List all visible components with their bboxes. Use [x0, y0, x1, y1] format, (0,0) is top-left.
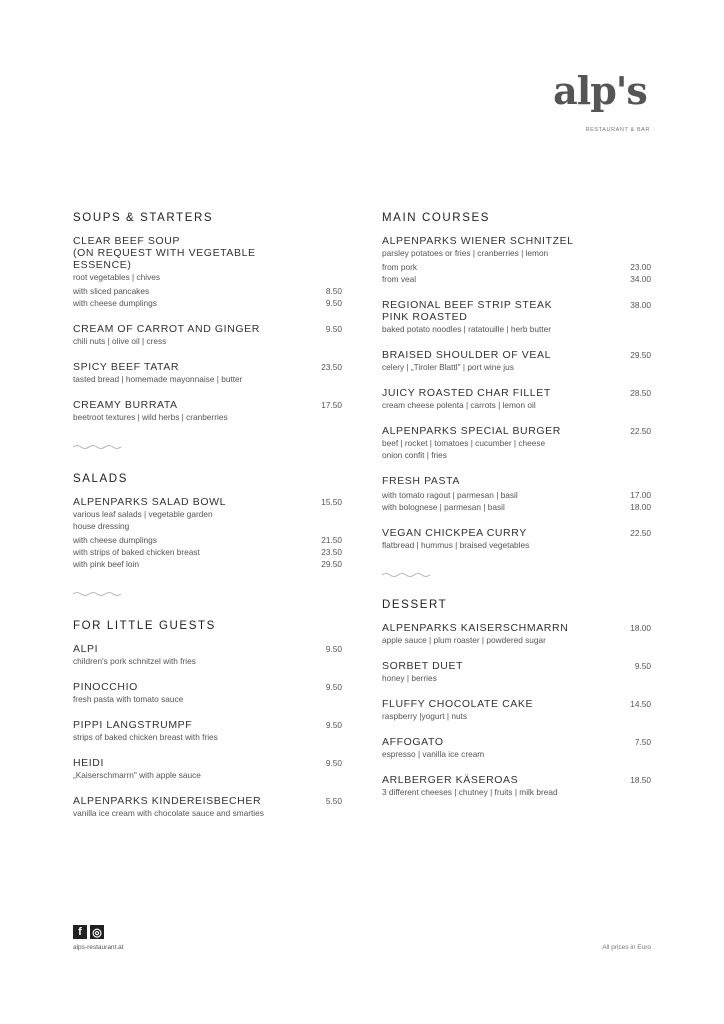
item-description: cream cheese polenta | carrots | lemon oil	[382, 400, 536, 410]
section-title-kids: FOR LITTLE GUESTS	[73, 620, 216, 632]
right-column	[382, 210, 651, 798]
item-description: baked potato noodles | ratatouille | herb butter	[382, 324, 551, 334]
variant-price: 23.00	[630, 262, 651, 272]
menu-item	[73, 681, 342, 705]
item-description: root vegetables | chives	[73, 272, 161, 282]
item-description: beef | rocket | tomatoes | cucumber | cheese	[382, 438, 546, 448]
section-title-mains: MAIN COURSES	[382, 212, 491, 224]
item-name-line2: PINK ROASTED	[382, 311, 468, 323]
item-name: BRAISED SHOULDER OF VEAL	[382, 349, 552, 361]
item-name: PINOCCHIO	[73, 681, 138, 693]
item-price: 9.50	[634, 661, 651, 671]
menu-item	[382, 622, 651, 646]
menu-item	[382, 698, 651, 722]
menu-item	[382, 349, 651, 373]
item-name: JUICY ROASTED CHAR FILLET	[382, 387, 551, 399]
left-column	[73, 210, 342, 819]
menu-item	[382, 527, 651, 551]
item-description: honey | berries	[382, 673, 437, 683]
variant-price: 9.50	[325, 298, 342, 308]
item-name: ALPENPARKS SPECIAL BURGER	[382, 425, 561, 437]
social-icons	[73, 925, 104, 939]
item-name: ALPENPARKS WIENER SCHNITZEL	[382, 235, 574, 247]
logo-wordmark: alp's	[553, 68, 647, 113]
variant-price: 17.00	[630, 490, 651, 500]
item-name: HEIDI	[73, 757, 105, 769]
menu-item	[73, 643, 342, 667]
item-variant: with cheese dumplings 9.50	[73, 298, 342, 308]
item-price: 38.00	[630, 300, 651, 310]
menu-item	[73, 235, 342, 309]
item-price: 7.50	[634, 737, 651, 747]
item-name: PIPPI LANGSTRUMPF	[73, 719, 193, 731]
item-description: fresh pasta with tomato sauce	[73, 694, 184, 704]
item-name: VEGAN CHICKPEA CURRY	[382, 527, 527, 539]
section-mains	[382, 210, 651, 551]
item-description: 3 different cheeses | chutney | fruits | milk bread	[382, 787, 558, 797]
item-price: 17.50	[321, 400, 342, 410]
item-price: 29.50	[630, 350, 651, 360]
item-description: apple sauce | plum roaster | powdered sugar	[382, 635, 546, 645]
menu-item	[73, 399, 342, 423]
item-price: 9.50	[325, 644, 342, 654]
item-price: 18.50	[630, 775, 651, 785]
item-variant: with strips of baked chicken breast 23.50	[73, 547, 342, 557]
menu-item	[73, 496, 342, 570]
item-name: SPICY BEEF TATAR	[73, 361, 180, 373]
item-variant: with bolognese | parmesan | basil 18.00	[382, 502, 651, 512]
menu-item	[73, 361, 342, 385]
menu-item	[73, 719, 342, 743]
menu-item	[382, 774, 651, 798]
item-description: parsley potatoes or fries | cranberries | lemon	[382, 248, 549, 258]
variant-price: 34.00	[630, 274, 651, 284]
section-kids	[73, 618, 342, 819]
item-name: CREAMY BURRATA	[73, 399, 178, 411]
section-title-soups: SOUPS & STARTERS	[73, 212, 214, 224]
item-description: „Kaiserschmarrn" with apple sauce	[73, 770, 201, 780]
item-name-line2: (ON REQUEST WITH VEGETABLE ESSENCE)	[73, 247, 256, 271]
menu-item	[73, 323, 342, 347]
item-name: FRESH PASTA	[382, 475, 460, 487]
item-name: ARLBERGER KÄSEROAS	[382, 774, 519, 786]
website-link[interactable]: alps-restaurant.at	[73, 944, 124, 951]
item-description: chili nuts | olive oil | cress	[73, 336, 167, 346]
wave-divider	[73, 443, 121, 453]
menu-item	[382, 475, 651, 513]
item-description: various leaf salads | vegetable garden	[73, 509, 213, 519]
instagram-icon[interactable]: ◎	[90, 925, 104, 939]
section-title-dessert: DESSERT	[382, 599, 448, 611]
item-variant: with tomato ragout | parmesan | basil 17.00	[382, 490, 651, 500]
item-price: 22.50	[630, 528, 651, 538]
item-variant: with sliced pancakes 8.50	[73, 286, 342, 296]
item-name: ALPENPARKS SALAD BOWL	[73, 496, 227, 508]
item-name: ALPENPARKS KAISERSCHMARRN	[382, 622, 569, 634]
variant-price: 29.50	[321, 559, 342, 569]
wave-divider	[382, 571, 430, 581]
menu-item	[382, 387, 651, 411]
item-name: ALPENPARKS KINDEREISBECHER	[73, 795, 262, 807]
item-name: REGIONAL BEEF STRIP STEAK	[382, 299, 553, 311]
item-price: 5.50	[325, 796, 342, 806]
variant-price: 8.50	[325, 286, 342, 296]
brand-logo	[548, 68, 652, 133]
variant-price: 23.50	[321, 547, 342, 557]
item-price: 15.50	[321, 497, 342, 507]
section-soups	[73, 210, 342, 423]
item-price: 9.50	[325, 758, 342, 768]
item-description-line2: house dressing	[73, 521, 130, 531]
item-description: espresso | vanilla ice cream	[382, 749, 485, 759]
item-description: vanilla ice cream with chocolate sauce and smarties	[73, 808, 264, 818]
item-price: 14.50	[630, 699, 651, 709]
variant-price: 21.50	[321, 535, 342, 545]
item-name: CLEAR BEEF SOUP	[73, 235, 181, 247]
item-price: 22.50	[630, 426, 651, 436]
item-name: FLUFFY CHOCOLATE CAKE	[382, 698, 534, 710]
item-price: 18.00	[630, 623, 651, 633]
item-price: 9.50	[325, 324, 342, 334]
menu-item	[382, 660, 651, 684]
logo-subtitle: RESTAURANT & BAR	[585, 127, 650, 133]
item-variant: with cheese dumplings 21.50	[73, 535, 342, 545]
menu-item	[382, 736, 651, 760]
menu-item	[382, 299, 651, 335]
section-title-salads: SALADS	[73, 473, 128, 485]
section-salads	[73, 471, 342, 570]
item-description-line2: onion confit | fries	[382, 450, 447, 460]
menu-item	[73, 795, 342, 819]
item-description: children's pork schnitzel with fries	[73, 656, 196, 666]
price-note: All prices in Euro	[602, 944, 651, 951]
item-variant: with pink beef loin 29.50	[73, 559, 342, 569]
section-dessert	[382, 597, 651, 798]
item-description: strips of baked chicken breast with fries	[73, 732, 218, 742]
item-name: AFFOGATO	[382, 736, 444, 748]
item-name: CREAM OF CARROT AND GINGER	[73, 323, 260, 335]
item-price: 23.50	[321, 362, 342, 372]
variant-price: 18.00	[630, 502, 651, 512]
menu-item	[382, 235, 651, 285]
wave-divider	[73, 590, 121, 600]
item-variant: from veal 34.00	[382, 274, 651, 284]
facebook-icon[interactable]: f	[73, 925, 87, 939]
item-description: celery | „Tiroler Blattl" | port wine jus	[382, 362, 514, 372]
item-price: 9.50	[325, 720, 342, 730]
item-price: 9.50	[325, 682, 342, 692]
item-description: flatbread | hummus | braised vegetables	[382, 540, 530, 550]
item-variant: from pork 23.00	[382, 262, 651, 272]
item-name: ALPI	[73, 643, 99, 655]
item-description: beetroot textures | wild herbs | cranberries	[73, 412, 228, 422]
menu-item	[382, 425, 651, 461]
menu-item	[73, 757, 342, 781]
item-description: raspberry |yogurt | nuts	[382, 711, 468, 721]
item-price: 28.50	[630, 388, 651, 398]
item-description: tasted bread | homemade mayonnaise | butter	[73, 374, 243, 384]
item-name: SORBET DUET	[382, 660, 464, 672]
